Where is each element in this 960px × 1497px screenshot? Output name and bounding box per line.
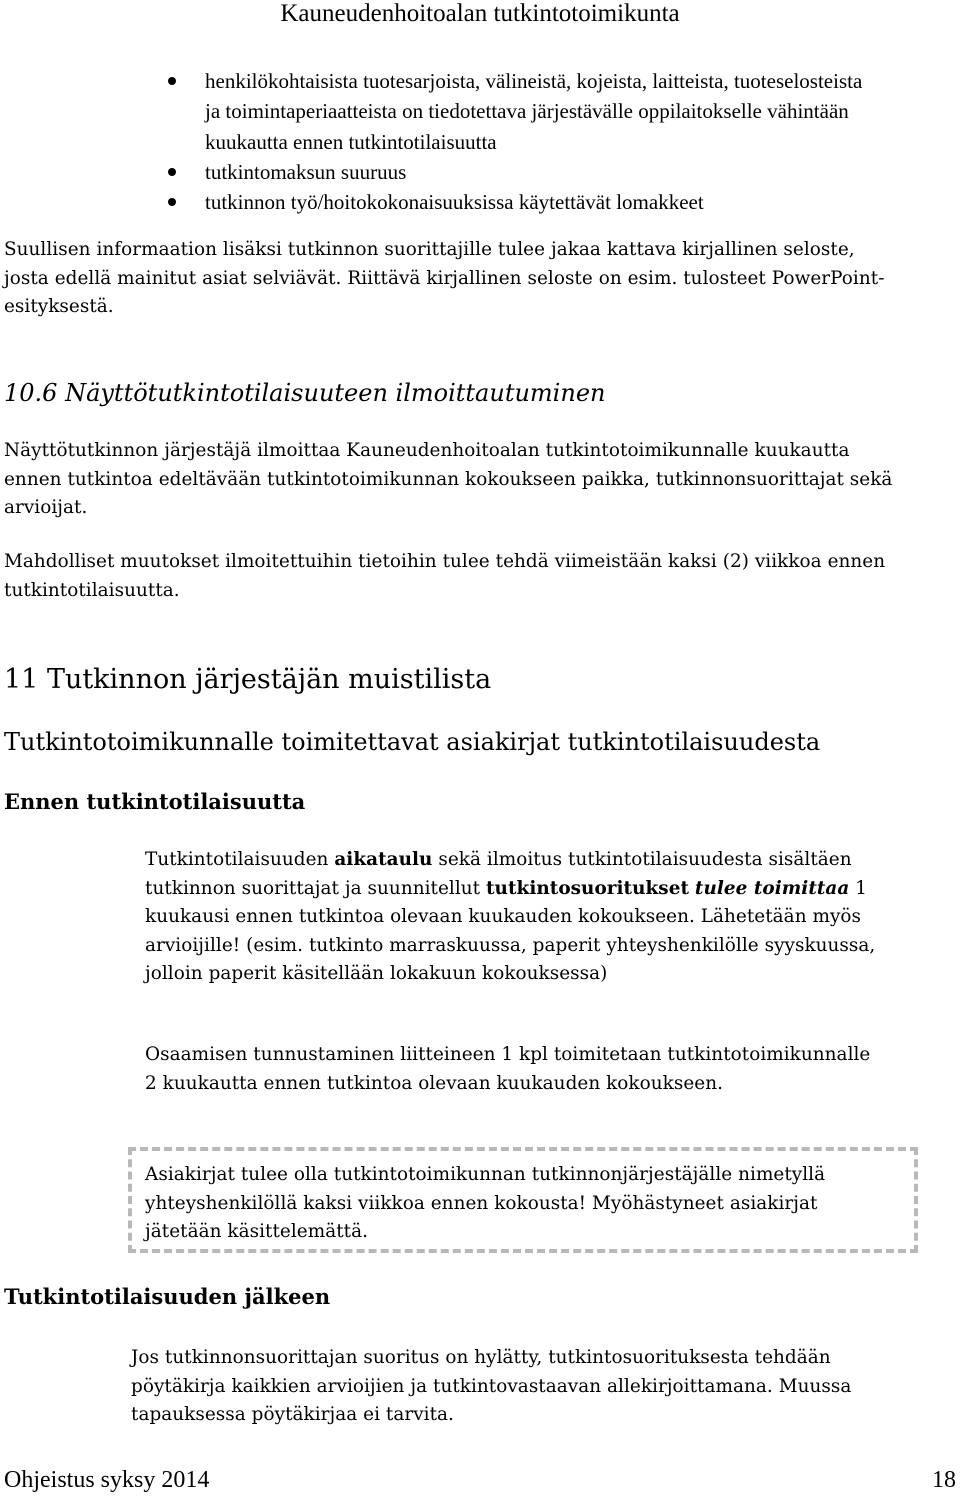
before-paragraph-2: Osaamisen tunnustaminen liitteineen 1 kpl toimitetaan tutkintotoimikunnalle 2 kuukautta ennen tutkintoa olevaan kuukauden kokoukseen. <box>145 1044 871 1094</box>
bullet-text: tutkinnon työ/hoitokokonaisuuksissa käytettävät lomakkeet <box>205 190 704 215</box>
text-span: 1 kuukausi ennen tutkintoa olevaan kuukauden kokoukseen. Lähetetään myös arvioijille! (esim. tutkinto marraskuussa, paperit yhteyshenkilölle syyskuussa, jolloin paperit käsitellään lokakuun kokouksessa) <box>145 877 876 984</box>
bullet-text: henkilökohtaisista tuotesarjoista, välineistä, kojeista, laitteista, tuoteselosteista ja toimintaperiaatteista on tiedotettava järjestävälle oppilaitokselle vähintään kuukautta ennen tutkintotilaisuutta <box>205 69 863 154</box>
page-header: Kauneudenhoitoalan tutkintotoimikunta <box>280 0 680 27</box>
page-number: 18 <box>932 1467 956 1493</box>
after-paragraph: Jos tutkinnonsuorittajan suoritus on hylätty, tutkintosuorituksesta tehdään pöytäkirja kaikkien arvioijien ja tutkintovastaavan allekirjoittamana. Muussa tapauksessa pöytäkirjaa ei tarvita. <box>131 1347 852 1425</box>
bullet-dot-icon <box>168 77 176 85</box>
section-heading-10-6: 10.6 Näyttötutkintotilaisuuteen ilmoittautuminen <box>4 379 606 407</box>
footer-left: Ohjeistus syksy 2014 <box>4 1467 210 1493</box>
bold-performances: tutkintosuoritukset <box>486 877 690 899</box>
list-item <box>0 187 865 217</box>
before-heading: Ennen tutkintotilaisuutta <box>4 789 306 814</box>
text-span: sekä ilmoitus tutkintotilaisuudesta sisältäen tutkinnon suorittajat ja suunnitellut <box>145 849 852 899</box>
text-span: Tutkintotilaisuuden <box>145 849 335 870</box>
bullet-text: tutkintomaksun suuruus <box>205 159 407 184</box>
intro-paragraph: Suullisen informaation lisäksi tutkinnon suorittajille tulee jakaa kattava kirjallinen seloste, josta edellä mainitut asiat selviävät. Riittävä kirjallinen seloste on esim. tulosteet PowerPoint-esityksestä. <box>4 239 885 317</box>
bold-italic-deliver: tulee toimittaa <box>694 877 850 899</box>
after-heading: Tutkintotilaisuuden jälkeen <box>4 1284 331 1309</box>
bullet-dot-icon <box>168 198 176 206</box>
section-heading-11: 11 Tutkinnon järjestäjän muistilista <box>4 664 492 695</box>
section-10-6-paragraph-2: Mahdolliset muutokset ilmoitettuihin tietoihin tulee tehdä viimeistään kaksi (2) viikkoa ennen tutkintotilaisuutta. <box>4 551 886 601</box>
list-item <box>0 66 865 157</box>
notice-text: Asiakirjat tulee olla tutkintotoimikunnan tutkinnonjärjestäjälle nimetyllä yhteyshenkilöllä kaksi viikkoa ennen kokousta! Myöhästyneet asiakirjat jätetään käsittelemättä. <box>145 1164 826 1242</box>
before-paragraph-1 <box>145 846 880 989</box>
section-10-6-paragraph-1: Näyttötutkinnon järjestäjä ilmoittaa Kauneudenhoitoalan tutkintotoimikunnalle kuukautta ennen tutkintoa edeltävään tutkintotoimikunnan kokoukseen paikka, tutkinnonsuorittajat sekä arvioijat. <box>4 440 893 518</box>
list-item <box>0 157 865 187</box>
bullet-dot-icon <box>168 168 176 176</box>
bold-schedule: aikataulu <box>334 849 433 870</box>
bullet-list <box>0 66 960 217</box>
section-11-subheading: Tutkintotoimikunnalle toimitettavat asiakirjat tutkintotilaisuudesta <box>4 728 821 756</box>
